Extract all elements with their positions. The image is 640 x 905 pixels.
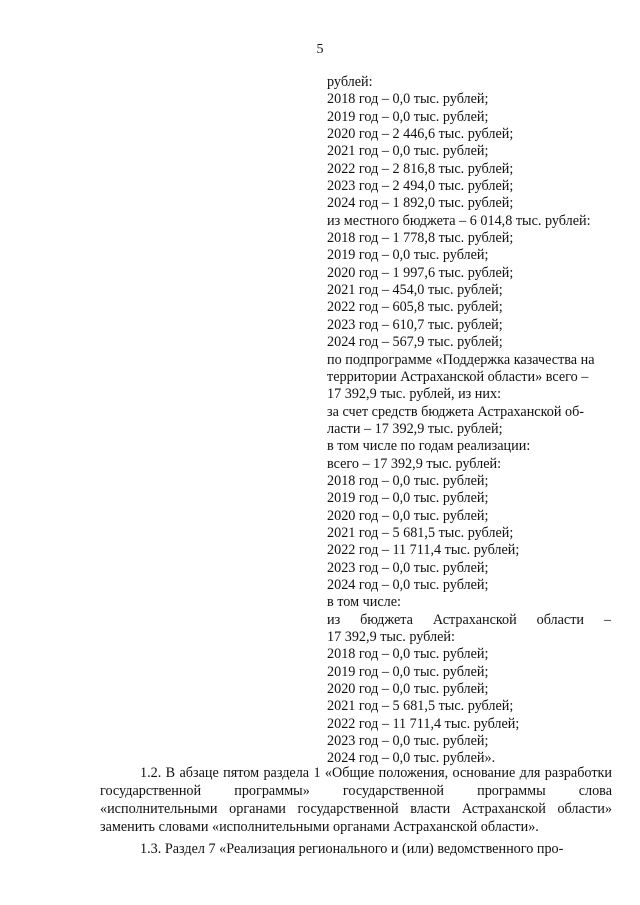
budget-line: в том числе по годам реализации: (327, 438, 531, 455)
budget-line: 2019 год – 0,0 тыс. рублей; (327, 663, 489, 680)
budget-line: 2022 год – 11 711,4 тыс. рублей; (327, 542, 520, 559)
budget-line-word: бюджета (360, 611, 413, 628)
budget-line: 2020 год – 1 997,6 тыс. рублей; (327, 264, 514, 281)
budget-line: 2019 год – 0,0 тыс. рублей; (327, 108, 489, 125)
paragraph-1-2: 1.2. В абзаце пятом раздела 1 «Общие положения, основание для разработки государственной программы» государственной программы слова «исполнительными органами государственной власти Астраханской области» заменить словами «исполнительными органами Астраханской области». (100, 765, 612, 835)
budget-line: за счет средств бюджета Астраханской об- (327, 403, 585, 420)
budget-details-column (327, 74, 611, 768)
budget-line: территории Астраханской области» всего – (327, 368, 589, 385)
budget-line: 2018 год – 0,0 тыс. рублей; (327, 91, 489, 108)
budget-line: из местного бюджета – 6 014,8 тыс. рублей: (327, 212, 591, 229)
budget-line: 2024 год – 1 892,0 тыс. рублей; (327, 195, 514, 212)
budget-line: в том числе: (327, 594, 401, 611)
page-number: 5 (316, 42, 324, 57)
budget-line: 2018 год – 0,0 тыс. рублей; (327, 646, 489, 663)
budget-line: 2024 год – 567,9 тыс. рублей; (327, 334, 503, 351)
paragraph-1-3: 1.3. Раздел 7 «Реализация регионального и (или) ведомственного про- (140, 841, 564, 857)
budget-line: 2019 год – 0,0 тыс. рублей; (327, 490, 489, 507)
budget-line (327, 612, 611, 629)
budget-line: 2021 год – 5 681,5 тыс. рублей; (327, 698, 514, 715)
budget-line: 2022 год – 2 816,8 тыс. рублей; (327, 160, 514, 177)
budget-line: ласти – 17 392,9 тыс. рублей; (327, 420, 503, 437)
budget-line: 2023 год – 2 494,0 тыс. рублей; (327, 178, 514, 195)
budget-line: 2024 год – 0,0 тыс. рублей». (327, 750, 496, 767)
budget-line: 2021 год – 5 681,5 тыс. рублей; (327, 524, 514, 541)
budget-line-word: – (603, 611, 611, 628)
budget-line: 2022 год – 11 711,4 тыс. рублей; (327, 715, 520, 732)
budget-line-word: области (536, 611, 585, 628)
budget-line: 17 392,9 тыс. рублей: (327, 629, 455, 645)
budget-line-word: из (327, 611, 341, 628)
budget-line: 2023 год – 610,7 тыс. рублей; (327, 316, 503, 333)
budget-line: 2020 год – 0,0 тыс. рублей; (327, 681, 489, 698)
budget-line: 2022 год – 605,8 тыс. рублей; (327, 299, 503, 316)
budget-line: всего – 17 392,9 тыс. рублей: (327, 455, 502, 472)
amendment-paragraphs (100, 764, 612, 858)
budget-line-word: Астраханской (432, 611, 517, 628)
budget-line: 2018 год – 1 778,8 тыс. рублей; (327, 230, 514, 247)
budget-line: 17 392,9 тыс. рублей, из них: (327, 386, 502, 403)
budget-line: 2023 год – 0,0 тыс. рублей; (327, 733, 489, 750)
budget-line: 2018 год – 0,0 тыс. рублей; (327, 472, 489, 489)
budget-line: 2021 год – 0,0 тыс. рублей; (327, 143, 489, 160)
budget-line: 2020 год – 2 446,6 тыс. рублей; (327, 126, 514, 143)
budget-line: 2021 год – 454,0 тыс. рублей; (327, 282, 503, 299)
budget-line: 2024 год – 0,0 тыс. рублей; (327, 576, 489, 593)
budget-line: 2023 год – 0,0 тыс. рублей; (327, 559, 489, 576)
budget-line: 2020 год – 0,0 тыс. рублей; (327, 507, 489, 524)
budget-line: 2019 год – 0,0 тыс. рублей; (327, 247, 489, 264)
budget-line: рублей: (327, 74, 373, 90)
budget-line: по подпрограмме «Поддержка казачества на (327, 351, 595, 368)
